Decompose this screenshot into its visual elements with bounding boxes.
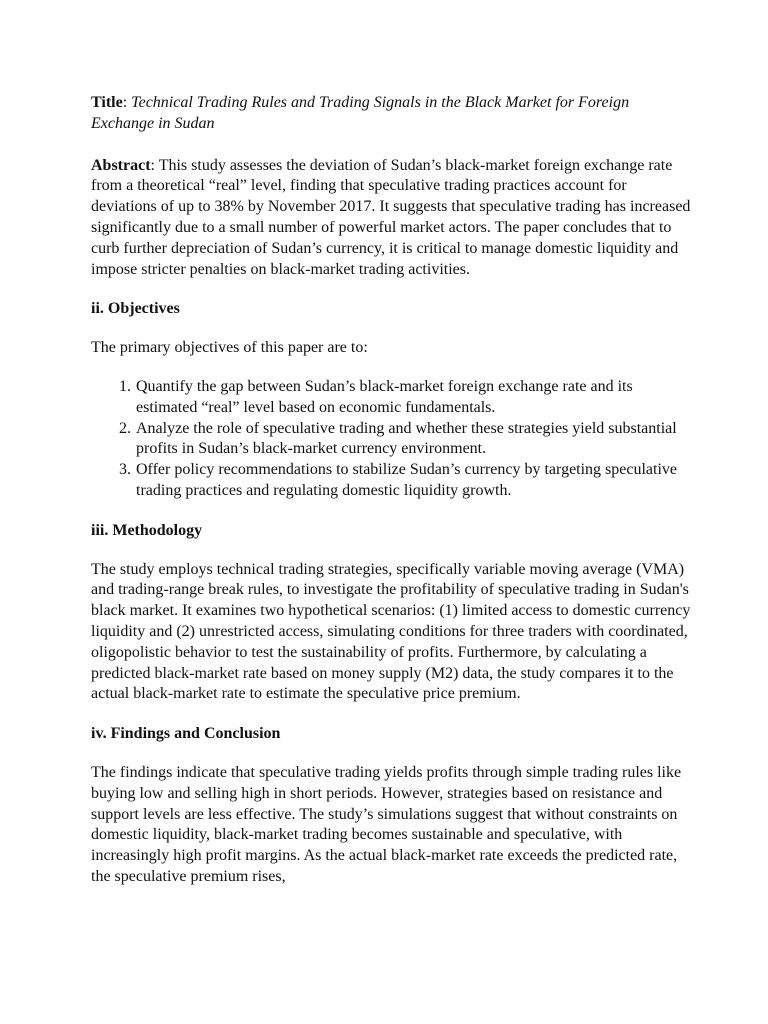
objectives-heading: ii. Objectives bbox=[91, 300, 180, 318]
title-label: Title bbox=[91, 94, 123, 111]
title-separator: : bbox=[122, 94, 132, 111]
methodology-paragraph: The study employs technical trading strategies, specifically variable moving average (VMA) and trading-range break rules, to investigate the profitability of speculative trading in Sudan's black market. It examines two hypothetical scenarios: (1) limited access to domestic currency liquidity and (2) unrestricted access, simulating conditions for three traders with coordinated, oligopolistic behavior to test the sustainability of profits. Furthermore, by calculating a predicted black-market rate based on money supply (M2) data, the study compares it to the actual black-market rate to estimate the speculative price premium. bbox=[91, 560, 691, 703]
abstract-paragraph bbox=[91, 156, 691, 281]
title-text: Technical Trading Rules and Trading Signals in the Black Market for Foreign Exchange in Sudan bbox=[91, 94, 630, 132]
findings-paragraph: The findings indicate that speculative trading yields profits through simple trading rules like buying low and selling high in short periods. However, strategies based on resistance and support levels are less effective. The study’s simulations suggest that without constraints on domestic liquidity, black-market trading becomes sustainable and speculative, with increasingly high profit margins. As the actual black-market rate exceeds the predicted rate, the speculative premium rises, bbox=[91, 763, 682, 885]
objective-item: 2. Analyze the role of speculative trading and whether these strategies yield substantial profits in Sudan’s black-market currency environment. bbox=[135, 419, 691, 461]
abstract-label: Abstract bbox=[91, 156, 151, 174]
objectives-list bbox=[91, 377, 691, 502]
methodology-heading: iii. Methodology bbox=[91, 521, 203, 539]
abstract-separator: : bbox=[150, 156, 159, 174]
findings-heading: iv. Findings and Conclusion bbox=[91, 725, 281, 743]
paper-title bbox=[91, 93, 691, 135]
abstract-text: This study assesses the deviation of Sudan’s black-market foreign exchange rate from a theoretical “real” level, finding that speculative trading practices account for deviations of up to 38% by November 2017. It suggests that speculative trading has increased significantly due to a small number of powerful market actors. The paper concludes that to curb further depreciation of Sudan’s currency, it is critical to manage domestic liquidity and impose stricter penalties on black-market trading activities. bbox=[91, 156, 691, 278]
objectives-intro: The primary objectives of this paper are to: bbox=[91, 339, 368, 357]
objective-item: 1. Quantify the gap between Sudan’s black-market foreign exchange rate and its estimated “real” level based on economic fundamentals. bbox=[135, 377, 691, 419]
document-page bbox=[91, 93, 691, 888]
objective-item: 3. Offer policy recommendations to stabilize Sudan’s currency by targeting speculative trading practices and regulating domestic liquidity growth. bbox=[135, 460, 691, 502]
